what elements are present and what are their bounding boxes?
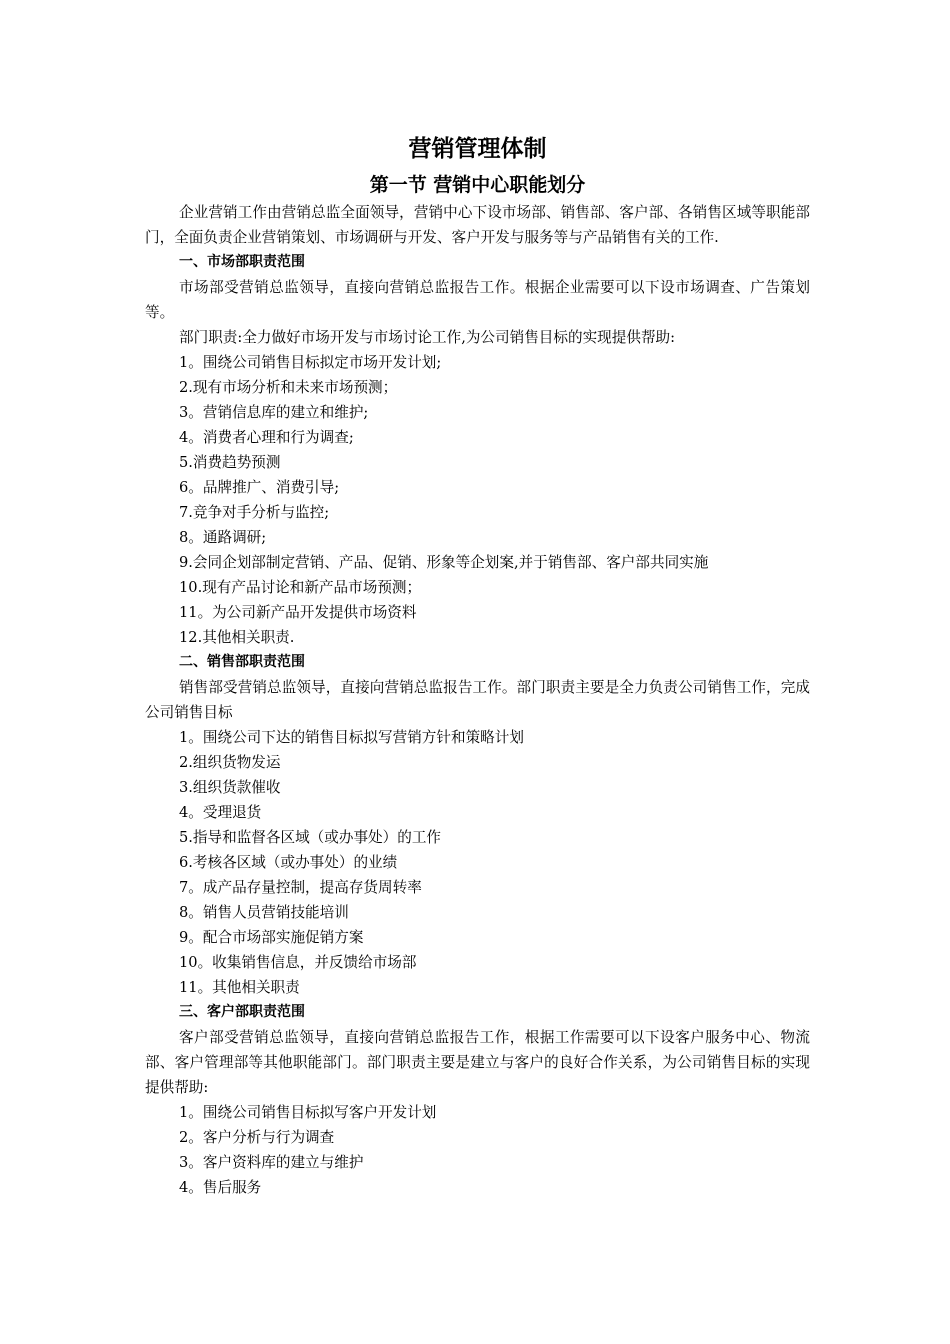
section-heading-sales: 二、销售部职责范围 <box>179 654 305 670</box>
list-item: 11。其他相关职责 <box>179 979 300 996</box>
list-item: 4。售后服务 <box>179 1179 262 1196</box>
list-item: 1。围绕公司销售目标拟定市场开发计划; <box>179 354 442 371</box>
section-heading-market: 一、市场部职责范围 <box>179 254 305 270</box>
list-item: 5.消费趋势预测 <box>179 454 281 471</box>
list-item: 8。销售人员营销技能培训 <box>179 904 349 921</box>
list-item: 9.会同企划部制定营销、产品、促销、形象等企划案,并于销售部、客户部共同实施 <box>179 554 709 571</box>
intro-paragraph: 企业营销工作由营销总监全面领导，营销中心下设市场部、销售部、客户部、各销售区域等职能部门，全面负责企业营销策划、市场调研与开发、客户开发与服务等与产品销售有关的工作. <box>145 204 810 246</box>
list-item: 1。围绕公司下达的销售目标拟写营销方针和策略计划 <box>179 729 524 746</box>
list-item: 9。配合市场部实施促销方案 <box>179 929 364 946</box>
section-subtitle: 第一节 营销中心职能划分 <box>369 174 586 196</box>
list-item: 4。受理退货 <box>179 804 262 821</box>
list-item: 6.考核各区域（或办事处）的业绩 <box>179 854 398 871</box>
list-item: 3。营销信息库的建立和维护; <box>179 404 369 421</box>
list-item: 12.其他相关职责. <box>179 629 295 646</box>
list-item: 2.组织货物发运 <box>179 754 281 771</box>
document-page <box>145 128 810 1200</box>
list-item: 1。围绕公司销售目标拟写客户开发计划 <box>179 1104 437 1121</box>
list-item: 3。客户资料库的建立与维护 <box>179 1154 364 1171</box>
list-item: 4。消费者心理和行为调查; <box>179 429 354 446</box>
list-item: 10.现有产品讨论和新产品市场预测； <box>179 579 422 596</box>
list-item: 2.现有市场分析和未来市场预测； <box>179 379 398 396</box>
list-item: 10。收集销售信息，并反馈给市场部 <box>179 954 417 971</box>
list-item: 2。客户分析与行为调查 <box>179 1129 335 1146</box>
document-title: 营销管理体制 <box>408 136 547 162</box>
section-heading-customer: 三、客户部职责范围 <box>179 1004 305 1020</box>
section-desc-customer: 客户部受营销总监领导，直接向营销总监报告工作，根据工作需要可以下设客户服务中心、物流部、客户管理部等其他职能部门。部门职责主要是建立与客户的良好合作关系，为公司销售目标的实现提供帮助: <box>145 1029 810 1096</box>
section-desc-market: 市场部受营销总监领导，直接向营销总监报告工作。根据企业需要可以下设市场调查、广告策划等。 <box>145 279 810 321</box>
duty-statement-market: 部门职责:全力做好市场开发与市场讨论工作,为公司销售目标的实现提供帮助: <box>179 329 676 346</box>
list-item: 7.竞争对手分析与监控; <box>179 504 330 521</box>
list-item: 11。为公司新产品开发提供市场资料 <box>179 604 417 621</box>
list-item: 6。品牌推广、消费引导; <box>179 479 340 496</box>
list-item: 7。成产品存量控制，提高存货周转率 <box>179 879 422 896</box>
list-item: 8。通路调研; <box>179 529 267 546</box>
section-desc-sales: 销售部受营销总监领导，直接向营销总监报告工作。部门职责主要是全力负责公司销售工作，完成公司销售目标 <box>145 679 810 721</box>
list-item: 5.指导和监督各区域（或办事处）的工作 <box>179 829 442 846</box>
list-item: 3.组织货款催收 <box>179 779 281 796</box>
